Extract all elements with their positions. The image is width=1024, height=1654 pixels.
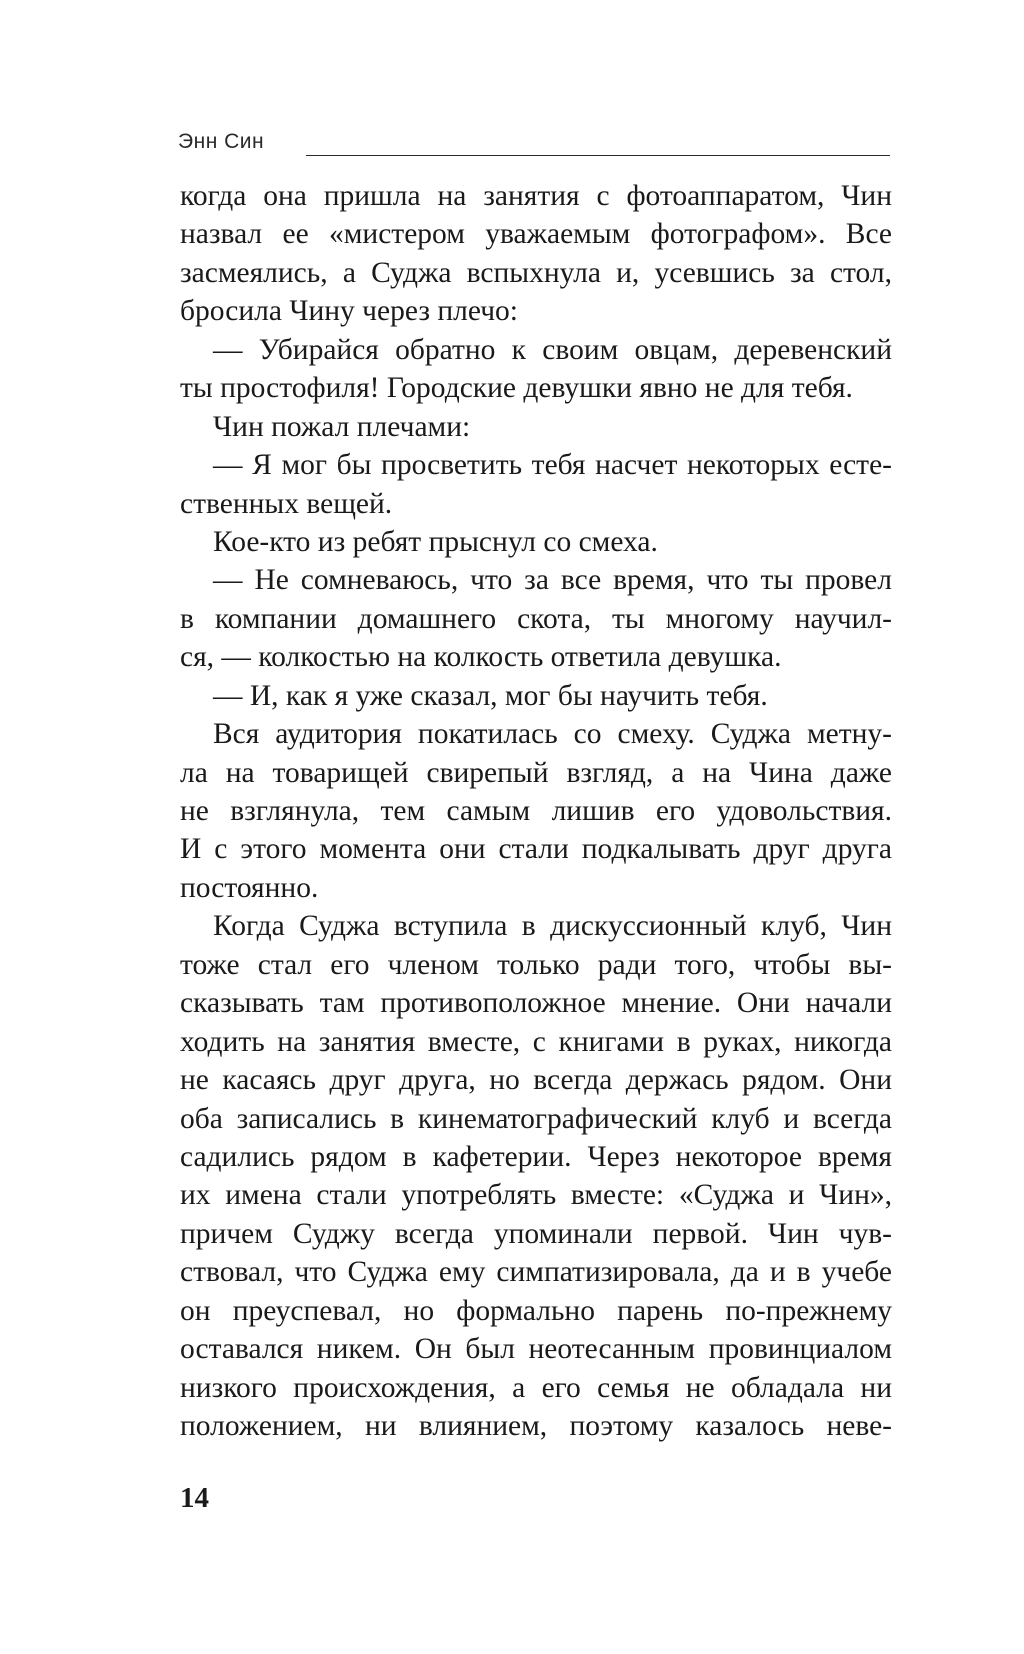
text-line: — Убирайся обратно к своим овцам, деревенский bbox=[213, 333, 892, 366]
text-line: не касаясь друг друга, но всегда держась рядом. Они bbox=[180, 1064, 892, 1097]
text-line: садились рядом в кафетерии. Через некоторое время bbox=[180, 1140, 892, 1173]
text-line: засмеялись, а Суджа вспыхнула и, усевшись за стол, bbox=[180, 256, 892, 289]
text-line: оставался никем. Он был неотесанным провинциалом bbox=[180, 1333, 892, 1366]
text-line: ты простофиля! Городские девушки явно не для тебя. bbox=[180, 372, 853, 405]
text-line: постоянно. bbox=[180, 871, 319, 904]
text-line: сказывать там противоположное мнение. Они начали bbox=[180, 987, 892, 1020]
text-line: бросила Чину через плечо: bbox=[180, 295, 518, 328]
author-name: Энн Син bbox=[178, 130, 265, 153]
text-line: Кое-кто из ребят прыснул со смеха. bbox=[213, 525, 658, 558]
text-line: оба записались в кинематографический клуб и всегда bbox=[180, 1102, 892, 1135]
text-line: Когда Суджа вступила в дискуссионный клуб, Чин bbox=[213, 910, 892, 943]
text-line: ся, — колкостью на колкость ответила девушка. bbox=[180, 641, 782, 674]
text-line: ственных вещей. bbox=[180, 487, 393, 520]
text-line: назвал ее «мистером уважаемым фотографом». Все bbox=[180, 218, 892, 251]
text-line: — И, как я уже сказал, мог бы научить тебя. bbox=[213, 679, 768, 712]
text-line: ходить на занятия вместе, с книгами в руках, никогда bbox=[180, 1025, 892, 1058]
text-line: Чин пожал плечами: bbox=[213, 410, 471, 443]
text-line: причем Суджу всегда упоминали первой. Чин чув- bbox=[180, 1217, 892, 1250]
text-line: их имена стали употреблять вместе: «Суджа и Чин», bbox=[180, 1179, 892, 1212]
running-head bbox=[178, 130, 890, 162]
text-line: тоже стал его членом только ради того, чтобы вы- bbox=[180, 948, 892, 981]
text-line: — Не сомневаюсь, что за все время, что ты провел bbox=[213, 564, 892, 597]
text-line: Вся аудитория покатилась со смеху. Суджа метну- bbox=[213, 718, 892, 751]
text-line: он преуспевал, но формально парень по-прежнему bbox=[180, 1294, 892, 1327]
text-line: положением, ни влиянием, поэтому казалось неве- bbox=[180, 1410, 892, 1442]
body-text bbox=[180, 177, 892, 1445]
page-number: 14 bbox=[180, 1482, 209, 1514]
text-line: когда она пришла на занятия с фотоаппаратом, Чин bbox=[180, 180, 892, 212]
text-line: не взглянула, тем самым лишив его удовольствия. bbox=[180, 795, 892, 827]
text-line: — Я мог бы просветить тебя насчет некоторых есте- bbox=[213, 449, 892, 482]
text-line: ствовал, что Суджа ему симпатизировала, да и в учебе bbox=[180, 1256, 892, 1289]
text-line: ла на товарищей свирепый взгляд, а на Чина даже bbox=[180, 756, 892, 789]
text-line: И с этого момента они стали подкалывать друг друга bbox=[180, 833, 892, 866]
header-rule bbox=[306, 155, 890, 156]
text-line: в компании домашнего скота, ты многому научил- bbox=[180, 602, 892, 635]
text-line: низкого происхождения, а его семья не обладала ни bbox=[180, 1371, 892, 1404]
